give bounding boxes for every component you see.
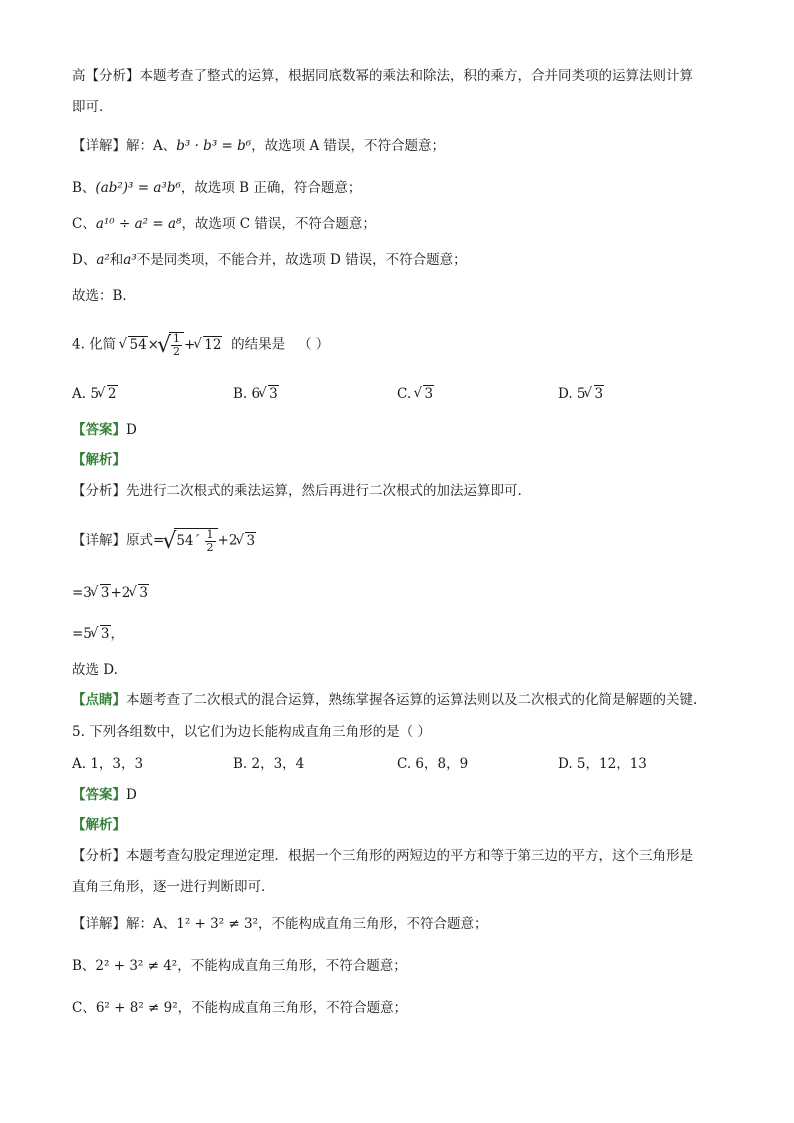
q3-detail-c-suffix: ，故选项 C 错误，不符合题意； (181, 216, 376, 232)
detail-tag: 【详解】 (72, 138, 126, 154)
q4-analysis (72, 481, 522, 501)
q3-choose: 故选：B． (72, 288, 136, 304)
q5-detail-b (72, 956, 407, 976)
q3-analysis-line-2: 即可． (72, 99, 113, 115)
q4-detail: 【详解】原式=√ 54´ $\frac{1}{2}$ +2√ 3 (72, 528, 256, 554)
q3-analysis-text: 本题考查了整式的运算，根据同底数幂的乘法和除法，积的乘方，合并同类项的运算法则计算 (139, 68, 693, 84)
question-number: 5. (72, 724, 85, 740)
q5-detail-c (72, 998, 407, 1018)
analysis-tag: 【分析】 (85, 68, 140, 84)
q4-step-2: =3√ 3+2√ 3 (72, 583, 149, 603)
analysis-tag: 【分析】 (72, 848, 126, 864)
sqrt-12: √ 12 (195, 335, 222, 355)
q4-choose: 故选 D. (72, 662, 118, 678)
q5-detail-a (72, 914, 488, 934)
q4-blank: （ ） (297, 336, 330, 353)
q3-detail-b-prefix: B、 (72, 180, 96, 196)
q4-option-d: D. 5√ 3 (558, 384, 604, 404)
q3-detail-c-expr: a¹⁰ ÷ a² = a⁸ (95, 216, 182, 232)
q4-option-a: A. 5√ 2 (72, 384, 118, 404)
q3-detail-d-expr2: a³ (123, 252, 137, 268)
q5-detail-c-suffix: ，不能构成直角三角形，不符合题意； (177, 1000, 408, 1016)
q5-detail-c-prefix: C、 (72, 1000, 96, 1016)
q4-detail-prefix: 原式= (126, 532, 165, 549)
answer-tag: 【答案】 (72, 422, 126, 438)
q5-detail-a-prefix: 解：A、 (126, 916, 177, 932)
q5-analysis-line-2: 直角三角形，逐一进行判断即可． (72, 879, 275, 895)
q3-detail-b-expr: (ab²)³ = a³b⁶ (95, 180, 181, 196)
q4-analysis-text: 先进行二次根式的乘法运算，然后再进行二次根式的加法运算即可. (126, 483, 522, 499)
q3-analysis-prefix: 高 (72, 68, 86, 84)
question-number: 4. (72, 336, 85, 353)
detail-tag: 【详解】 (72, 916, 126, 932)
q5-stem-text: 下列各组数中，以它们为边长能构成直角三角形的是（ ） (89, 724, 431, 740)
q4-dianjing (72, 690, 697, 710)
q3-detail-b-suffix: ，故选项 B 正确，符合题意； (180, 180, 362, 196)
q4-option-b: B. 6√ 3 (233, 384, 279, 404)
q4-answer (72, 420, 137, 440)
q3-detail-d-prefix: D、 (72, 252, 97, 268)
q5-detail-b-suffix: ，不能构成直角三角形，不符合题意； (177, 958, 407, 974)
q4-stem-prefix: 化简 (89, 336, 117, 353)
q5-option-d: D. 5，12，13 (558, 756, 647, 772)
q5-answer (72, 785, 137, 805)
q5-detail-a-expr: 1² + 3² ≠ 3² (176, 916, 259, 932)
q4-option-c: C. √ 3 (397, 384, 434, 404)
answer-tag: 【答案】 (72, 787, 126, 803)
q3-detail-a-expr: b³ · b³ = b⁶ (176, 138, 252, 154)
q4-answer-value: D (126, 422, 137, 438)
q5-jiexi-tag: 【解析】 (72, 817, 126, 833)
q4-detail-sqrt: √ 54´ $\frac{1}{2}$ (164, 528, 217, 554)
q5-option-c: C. 6，8，9 (397, 756, 469, 772)
q5-option-a: A. 1，3，3 (72, 756, 144, 772)
q4-stem (72, 332, 329, 358)
q3-detail-d-mid: 和 (109, 252, 124, 268)
q5-detail-c-expr: 6² + 8² ≠ 9² (95, 1000, 178, 1016)
q4-stem-suffix: 的结果是 (231, 336, 286, 353)
q3-detail-a-prefix: 解：A、 (126, 138, 177, 154)
q3-detail-d-suffix: 不是同类项，不能合并，故选项 D 错误，不符合题意； (136, 252, 467, 268)
q5-detail-a-suffix: ，不能构成直角三角形，不符合题意； (258, 916, 488, 932)
dianjing-tag: 【点睛】 (72, 692, 126, 708)
q5-stem (72, 722, 431, 742)
analysis-tag: 【分析】 (72, 483, 126, 499)
q4-dianjing-text: 本题考查了二次根式的混合运算，熟练掌握各运算的运算法则以及二次根式的化简是解题的关键. (126, 692, 698, 708)
q3-detail-c-prefix: C、 (72, 216, 96, 232)
q5-analysis-text: 本题考查勾股定理逆定理．根据一个三角形的两短边的平方和等于第三边的平方，这个三角形是 (126, 848, 693, 864)
q3-detail-b (72, 178, 361, 198)
q3-detail-a (72, 136, 445, 156)
detail-tag: 【详解】 (72, 532, 126, 549)
q3-detail-d-expr1: a² (96, 252, 110, 268)
q4-jiexi-tag: 【解析】 (72, 452, 126, 468)
q4-step-3: =5√ 3， (72, 624, 124, 644)
sqrt-half: √ $\frac{1}{2}$ (159, 332, 184, 358)
q5-analysis (72, 846, 693, 866)
q3-analysis-line (72, 66, 693, 86)
q3-detail-a-suffix: ，故选项 A 错误，不符合题意； (251, 138, 446, 154)
q5-detail-b-expr: 2² + 3² ≠ 4² (95, 958, 178, 974)
q3-detail-c (72, 214, 376, 234)
q3-detail-d (72, 250, 467, 270)
q5-answer-value: D (126, 787, 137, 803)
q5-option-b: B. 2，3，4 (233, 756, 305, 772)
q5-detail-b-prefix: B、 (72, 958, 96, 974)
sqrt-54: √ 54 (120, 335, 147, 355)
q4-expression: √ 54× √ $\frac{1}{2}$ +√ 12 (120, 337, 226, 353)
